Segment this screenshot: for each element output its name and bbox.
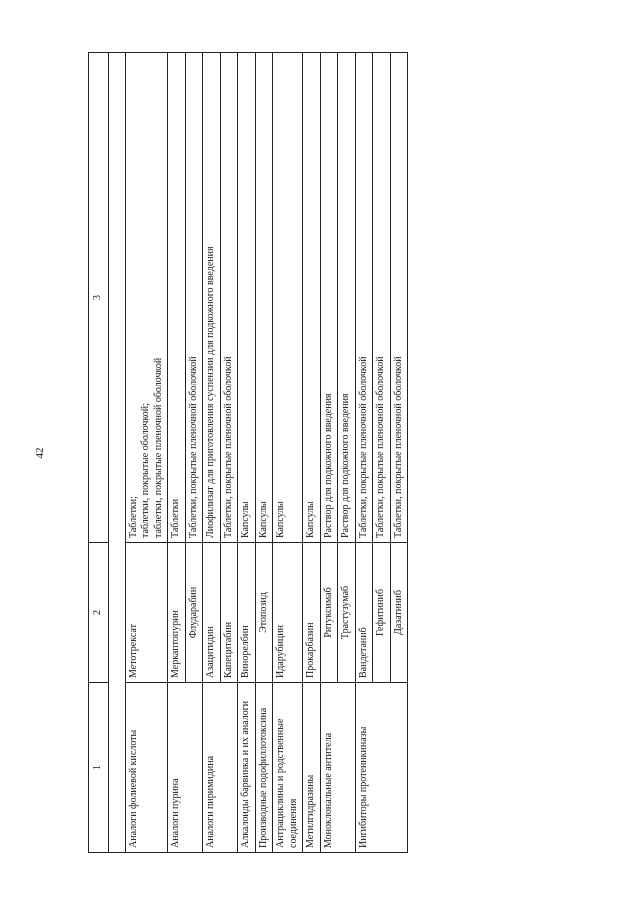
drug-cell: Прокарбазин	[303, 543, 321, 683]
group-cell: Аналоги фолиевой кислоты	[125, 683, 168, 853]
group-cell: Моноклональные антитела	[320, 683, 355, 853]
form-cell: Лиофилизат для приготовления суспензии для подкожного введения	[203, 53, 221, 543]
form-cell: Таблетки; таблетки, покрытые оболочкой; таблетки, покрытые пленочной оболочкой	[125, 53, 168, 543]
spacer-row	[108, 53, 125, 853]
drug-cell: Капецитабин	[220, 543, 238, 683]
group-cell: Ингибиторы протеинкиназы	[355, 683, 408, 853]
group-cell: Антрациклины и родственные соединения	[273, 683, 303, 853]
drug-cell: Трастузумаб	[338, 543, 356, 683]
drug-cell: Метотрексат	[125, 543, 168, 683]
header-row	[89, 53, 109, 853]
table-row	[168, 53, 186, 853]
table-row	[273, 53, 303, 853]
drug-cell: Винорелбин	[238, 543, 256, 683]
form-cell: Капсулы	[255, 53, 273, 543]
form-cell: Капсулы	[238, 53, 256, 543]
drug-cell: Идарубицин	[273, 543, 303, 683]
drug-cell: Этопозид	[255, 543, 273, 683]
form-cell: Таблетки, покрытые пленочной оболочкой	[373, 53, 391, 543]
header-col-3: 3	[89, 53, 109, 543]
form-cell: Раствор для подкожного введения	[338, 53, 356, 543]
table-row	[355, 53, 373, 853]
group-cell: Производные подофиллотоксина	[255, 683, 273, 853]
drug-cell: Гефитиниб	[373, 543, 391, 683]
header-col-1: 1	[89, 683, 109, 853]
group-cell: Алкалоиды барвинка и их аналоги	[238, 683, 256, 853]
page-number: 42	[34, 447, 46, 459]
drug-cell: Вандетаниб	[355, 543, 373, 683]
header-col-2: 2	[89, 543, 109, 683]
group-cell: Аналоги пурина	[168, 683, 203, 853]
form-cell: Таблетки, покрытые пленочной оболочкой	[220, 53, 238, 543]
drug-cell: Азацитидин	[203, 543, 221, 683]
table-row	[255, 53, 273, 853]
drug-cell: Меркаптопурин	[168, 543, 186, 683]
drug-cell: Флударабин	[185, 543, 203, 683]
group-cell: Аналоги пиримидина	[203, 683, 238, 853]
form-cell: Таблетки, покрытые пленочной оболочкой	[390, 53, 408, 543]
table-row	[203, 53, 221, 853]
table-row	[303, 53, 321, 853]
table-row	[238, 53, 256, 853]
form-cell: Капсулы	[303, 53, 321, 543]
form-cell: Раствор для подкожного введения	[320, 53, 338, 543]
table-row	[125, 53, 168, 853]
drug-cell: Дазатиниб	[390, 543, 408, 683]
group-cell: Метилгидразины	[303, 683, 321, 853]
rotated-table-container	[88, 53, 528, 853]
drug-cell: Ритуксимаб	[320, 543, 338, 683]
form-cell: Таблетки, покрытые пленочной оболочкой	[355, 53, 373, 543]
form-cell: Таблетки, покрытые пленочной оболочкой	[185, 53, 203, 543]
form-cell: Капсулы	[273, 53, 303, 543]
drug-table	[88, 52, 408, 853]
table-row	[320, 53, 338, 853]
form-cell: Таблетки	[168, 53, 186, 543]
